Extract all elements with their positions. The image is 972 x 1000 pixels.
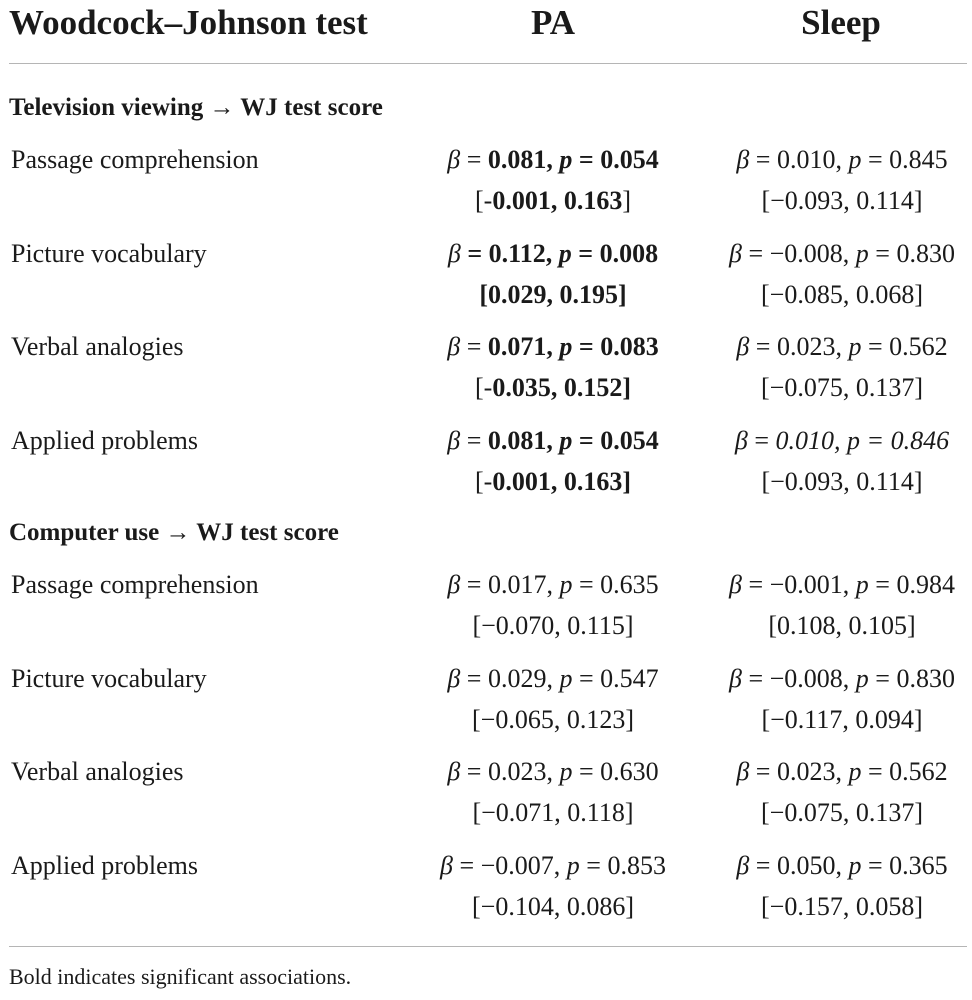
row-label: Picture vocabulary bbox=[11, 663, 207, 693]
sleep-confidence-interval: [−0.075, 0.137] bbox=[761, 798, 923, 827]
footer-rule bbox=[9, 946, 967, 947]
sleep-estimate: β = −0.008, p = 0.830 bbox=[729, 238, 955, 268]
header-pa: PA bbox=[530, 3, 576, 42]
sleep-estimate: β = 0.010, p = 0.846 bbox=[734, 425, 950, 455]
pa-estimate: β = −0.007, p = 0.853 bbox=[440, 850, 666, 880]
pa-estimate: β = 0.081, p = 0.054 bbox=[447, 145, 659, 174]
row-label: Passage comprehension bbox=[11, 145, 259, 174]
table-footnote: Bold indicates significant associations. bbox=[9, 964, 352, 989]
section-title: Computer use → WJ test score bbox=[9, 519, 339, 546]
pa-estimate: β = 0.023, p = 0.630 bbox=[447, 757, 659, 786]
pa-confidence-interval: [−0.070, 0.115] bbox=[472, 611, 634, 640]
pa-estimate: β = 0.071, p = 0.083 bbox=[447, 332, 659, 361]
pa-estimate: β = 0.017, p = 0.635 bbox=[447, 570, 659, 599]
header-rule bbox=[9, 63, 967, 64]
sleep-confidence-interval: [−0.157, 0.058] bbox=[761, 891, 923, 921]
sleep-estimate: β = 0.050, p = 0.365 bbox=[736, 850, 948, 880]
sleep-estimate: β = −0.001, p = 0.984 bbox=[729, 570, 955, 599]
pa-estimate: β = 0.081, p = 0.054 bbox=[447, 425, 659, 455]
sleep-confidence-interval: [−0.075, 0.137] bbox=[761, 373, 923, 402]
header-sleep: Sleep bbox=[801, 3, 881, 42]
pa-confidence-interval: [0.029, 0.195] bbox=[479, 279, 627, 309]
row-label: Applied problems bbox=[11, 425, 199, 455]
pa-confidence-interval: [−0.104, 0.086] bbox=[472, 891, 634, 921]
header-test: Woodcock–Johnson test bbox=[9, 3, 368, 42]
sleep-confidence-interval: [−0.093, 0.114] bbox=[761, 186, 923, 215]
sleep-confidence-interval: [0.108, 0.105] bbox=[768, 611, 916, 640]
pa-confidence-interval: [-0.001, 0.163] bbox=[475, 466, 631, 496]
row-label: Verbal analogies bbox=[11, 757, 184, 786]
sleep-confidence-interval: [−0.085, 0.068] bbox=[761, 279, 923, 309]
pa-confidence-interval: [−0.071, 0.118] bbox=[472, 798, 634, 827]
pa-confidence-interval: [−0.065, 0.123] bbox=[472, 704, 634, 734]
section-title: Television viewing → WJ test score bbox=[9, 94, 383, 121]
sleep-confidence-interval: [−0.093, 0.114] bbox=[761, 466, 923, 496]
row-label: Verbal analogies bbox=[11, 332, 184, 361]
pa-confidence-interval: [-0.001, 0.163] bbox=[475, 186, 631, 215]
pa-estimate: β = 0.112, p = 0.008 bbox=[447, 238, 659, 268]
sleep-estimate: β = 0.023, p = 0.562 bbox=[736, 757, 948, 786]
sleep-estimate: β = 0.010, p = 0.845 bbox=[736, 145, 948, 174]
sleep-estimate: β = 0.023, p = 0.562 bbox=[736, 332, 948, 361]
row-label: Passage comprehension bbox=[11, 570, 259, 599]
pa-confidence-interval: [-0.035, 0.152] bbox=[475, 373, 631, 402]
row-label: Picture vocabulary bbox=[11, 238, 207, 268]
pa-estimate: β = 0.029, p = 0.547 bbox=[447, 663, 659, 693]
sleep-confidence-interval: [−0.117, 0.094] bbox=[761, 704, 923, 734]
sleep-estimate: β = −0.008, p = 0.830 bbox=[729, 663, 955, 693]
row-label: Applied problems bbox=[11, 850, 199, 880]
